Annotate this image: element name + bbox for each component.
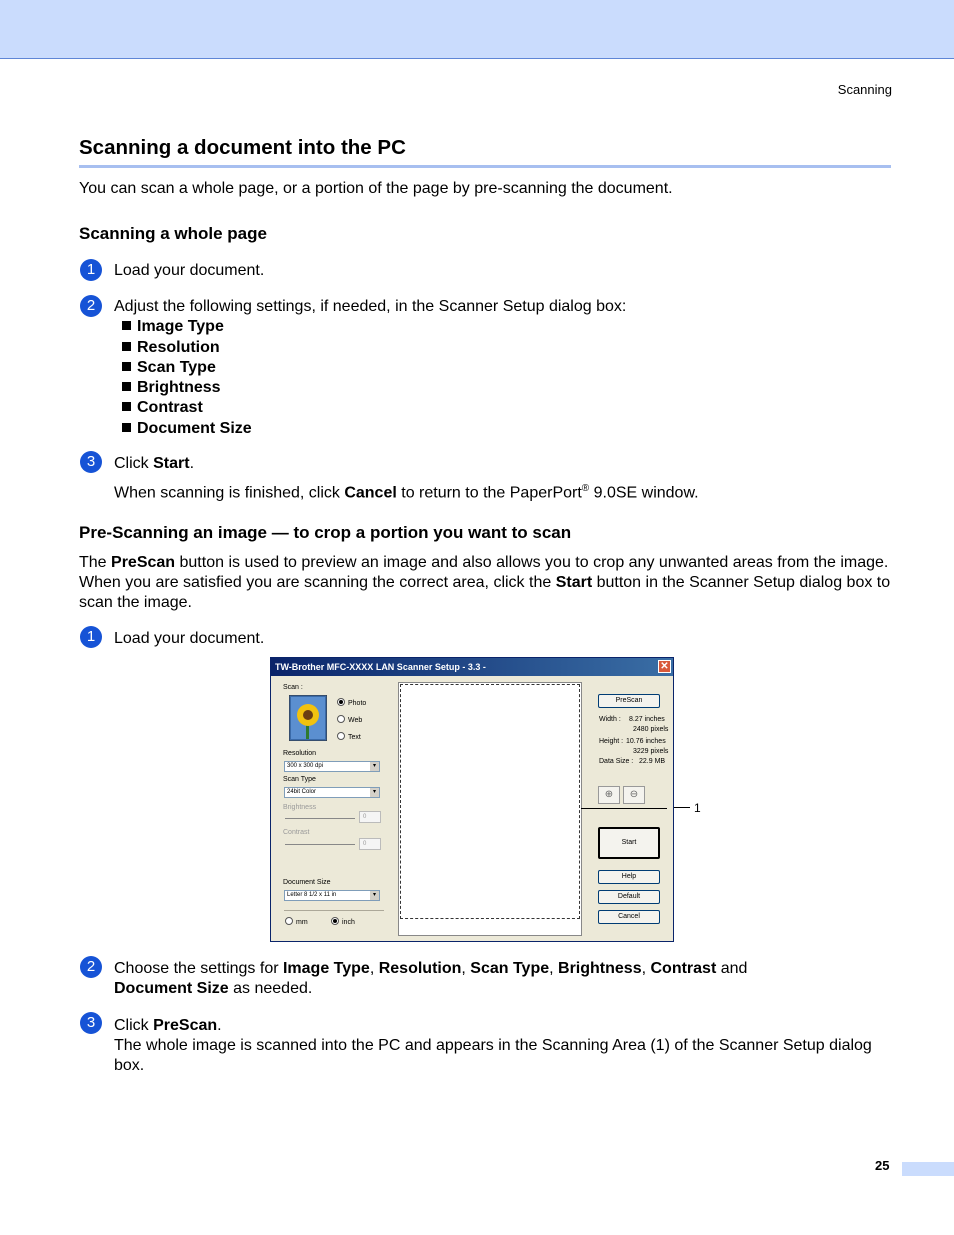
radio-selected-icon [331, 917, 339, 925]
unit-mm-radio[interactable]: mm [285, 916, 308, 926]
page-number: 25 [875, 1158, 890, 1173]
height-pixels: 3229 pixels [633, 748, 669, 755]
width-label: Width : [599, 716, 621, 723]
radio-photo[interactable]: Photo [337, 697, 366, 707]
chevron-down-icon: ▾ [370, 762, 379, 771]
radio-selected-icon [337, 698, 345, 706]
prescan-heading: Pre-Scanning an image — to crop a portion you want to scan [79, 523, 572, 542]
step-number: 1 [80, 259, 102, 281]
contrast-value: 0 [359, 838, 381, 850]
bullet-item: Contrast [122, 398, 203, 418]
cancel-button[interactable]: Cancel [598, 910, 660, 924]
contrast-label: Contrast [283, 829, 310, 836]
height-label: Height : [599, 738, 624, 745]
scan-type-select[interactable]: 24bit Color ▾ [284, 787, 380, 798]
step-text: Load your document. [114, 630, 265, 647]
default-button[interactable]: Default [598, 890, 660, 904]
step-number: 2 [80, 956, 102, 978]
brightness-value: 0 [359, 811, 381, 823]
step-text: Click PreScan. [114, 1017, 222, 1034]
data-size-value: 22.9 MB [639, 758, 666, 765]
running-title: Scanning [837, 82, 892, 97]
doc-size-label: Document Size [283, 879, 331, 886]
bullet-item: Resolution [122, 338, 220, 358]
step-number: 2 [80, 295, 102, 317]
step-number: 3 [80, 1012, 102, 1034]
step-text: Adjust the following settings, if needed, in the Scanner Setup dialog box: [114, 298, 627, 315]
bullet-item: Image Type [122, 317, 224, 337]
callout-number: 1 [694, 801, 701, 815]
callout-line [581, 808, 667, 809]
close-icon[interactable]: ✕ [658, 660, 671, 673]
resolution-select[interactable]: 300 x 300 dpi ▾ [284, 761, 380, 772]
help-button[interactable]: Help [598, 870, 660, 884]
step-detail: The whole image is scanned into the PC and appears in the Scanning Area (1) of the Scanner Setup dialog box. [114, 1037, 872, 1074]
title-rule [79, 165, 891, 168]
radio-text[interactable]: Text [337, 731, 361, 741]
step-text: Choose the settings for Image Type, Resolution, Scan Type, Brightness, Contrast and Document Size as needed. [114, 960, 748, 997]
bullet-item: Brightness [122, 378, 221, 398]
footer-bar [902, 1162, 954, 1176]
width-pixels: 2480 pixels [633, 726, 669, 733]
bullet-item: Document Size [122, 419, 252, 439]
prescan-paragraph: The PreScan button is used to preview an image and also allows you to crop any unwanted areas from the image. When you are satisfied you are scanning the correct area, click the Start button in the Scanner Setup dialog box to scan the image. [79, 554, 891, 611]
unit-inch-radio[interactable]: inch [331, 916, 355, 926]
radio-icon [337, 715, 345, 723]
radio-icon [337, 732, 345, 740]
zoom-out-icon[interactable]: ⊖ [623, 786, 645, 804]
chevron-down-icon: ▾ [370, 788, 379, 797]
dialog-titlebar [271, 658, 673, 676]
resolution-label: Resolution [283, 750, 317, 757]
data-size-label: Data Size : [599, 758, 634, 765]
divider [284, 910, 384, 911]
prescan-button[interactable]: PreScan [598, 694, 660, 708]
height-inches: 10.76 inches [626, 738, 666, 745]
step-detail: When scanning is finished, click Cancel to return to the PaperPort® 9.0SE window. [114, 483, 699, 502]
dialog-title: TW-Brother MFC-XXXX LAN Scanner Setup - 3.3 - [275, 662, 486, 672]
scan-label: Scan : [283, 684, 303, 691]
step-number: 1 [80, 626, 102, 648]
start-button[interactable]: Start [598, 827, 660, 859]
scanning-area[interactable] [398, 682, 582, 936]
scan-type-label: Scan Type [283, 776, 316, 783]
photo-thumbnail-icon [289, 695, 327, 741]
scan-crop-frame [400, 684, 580, 919]
width-inches: 8.27 inches [629, 716, 665, 723]
brightness-label: Brightness [283, 804, 317, 811]
chevron-down-icon: ▾ [370, 891, 379, 900]
section-title: Scanning a document into the PC [79, 136, 406, 159]
whole-page-heading: Scanning a whole page [79, 224, 267, 243]
step-text: Click Start. [114, 455, 195, 472]
step-text: Load your document. [114, 262, 265, 279]
zoom-in-icon[interactable]: ⊕ [598, 786, 620, 804]
step-number: 3 [80, 451, 102, 473]
bullet-item: Scan Type [122, 358, 216, 378]
callout-leader [674, 807, 690, 808]
doc-size-select[interactable]: Letter 8 1/2 x 11 in ▾ [284, 890, 380, 901]
brightness-slider[interactable] [285, 818, 355, 819]
scanner-setup-dialog [270, 657, 674, 942]
header-bar [0, 0, 954, 59]
intro-text: You can scan a whole page, or a portion of the page by pre-scanning the document. [79, 180, 673, 197]
radio-web[interactable]: Web [337, 714, 362, 724]
contrast-slider[interactable] [285, 844, 355, 845]
radio-icon [285, 917, 293, 925]
